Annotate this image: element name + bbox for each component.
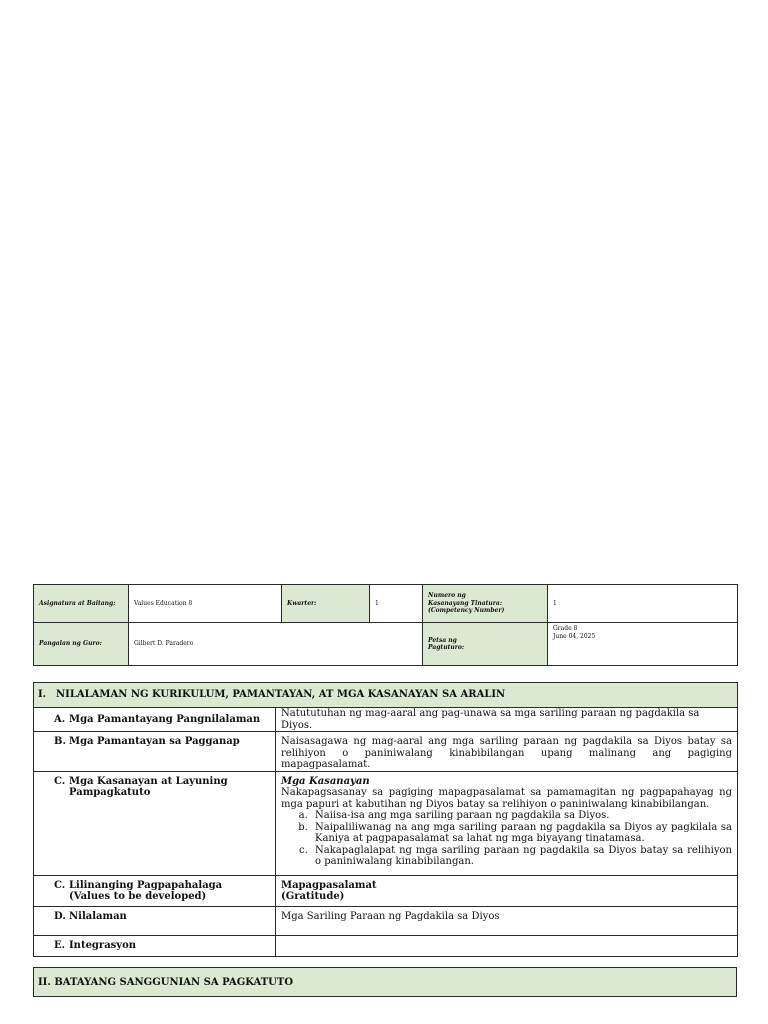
competency-value: 1 bbox=[548, 585, 738, 623]
row-letter: C. bbox=[54, 879, 66, 891]
row-label: Mga Pamantayang Pangnilalaman bbox=[69, 713, 261, 725]
section-one-title: NILALAMAN NG KURIKULUM, PAMANTAYAN, AT MGA KASANAYAN SA ARALIN bbox=[56, 689, 506, 701]
competencies-intro: Nakapagsasanay sa pagiging mapagpasalamat sa pamamagitan ng pagpapahayag ng mga papuri at kabutihan ng Diyos batay sa relihiyon o paniniwalang kinabibilangan. bbox=[281, 787, 732, 810]
quarter-value: 1 bbox=[370, 585, 423, 623]
row-content-standards-value: Natututuhan ng mag-aaral ang pag-unawa sa mga sariling paraan ng pagdakila sa Diyos. bbox=[276, 708, 738, 732]
learning-resources-table bbox=[33, 967, 737, 997]
row-letter: A. bbox=[54, 713, 66, 725]
objectives-list bbox=[281, 810, 732, 868]
objective-item: a. Naiisa-isa ang mga sariling paraan ng pagdakila sa Diyos. bbox=[311, 810, 732, 822]
row-letter: C. bbox=[54, 775, 66, 787]
competency-label-line-3: (Competency Number) bbox=[428, 607, 505, 615]
grade-value: Grade 8 bbox=[553, 625, 578, 632]
value-name: Mapagpasalamat bbox=[281, 879, 377, 891]
row-values-label bbox=[34, 875, 276, 906]
section-two-heading: II. BATAYANG SANGGUNIAN SA PAGKATUTO bbox=[34, 968, 737, 997]
row-letter: E. bbox=[54, 939, 66, 951]
objective-item: c. Nakapaglalapat ng mga sariling paraan ng pagdakila sa Diyos batay sa relihiyon o paniniwalang kinabibilangan. bbox=[311, 845, 732, 868]
row-competencies-value bbox=[276, 771, 738, 875]
row-values-value bbox=[276, 875, 738, 906]
row-label: Nilalaman bbox=[69, 910, 127, 922]
row-label-line-2: Pampagkatuto bbox=[69, 787, 151, 798]
lesson-info-table bbox=[33, 584, 738, 666]
objective-item: b. Naipaliliwanag na ang mga sariling paraan ng pagdakila sa Diyos ay pagkilala sa Kaniya at pagpapasalamat sa lahat ng mga biyayang tinatamasa. bbox=[311, 822, 732, 845]
teacher-label: Pangalan ng Guro: bbox=[34, 623, 129, 666]
date-value bbox=[548, 623, 738, 666]
section-one-heading bbox=[34, 683, 738, 708]
row-label: Mga Pamantayan sa Pagganap bbox=[69, 736, 240, 747]
row-label-line-2: (Values to be developed) bbox=[69, 891, 207, 902]
row-label-line-1: Mga Kasanayan at Layuning bbox=[69, 775, 228, 787]
teacher-value: Gilbert D. Paradero bbox=[129, 623, 423, 666]
row-label: Integrasyon bbox=[69, 939, 137, 951]
date-label-line-1: Petsa ng bbox=[428, 636, 457, 644]
quarter-label: Kwarter: bbox=[282, 585, 370, 623]
row-competencies-label bbox=[34, 771, 276, 875]
subject-value: Values Education 8 bbox=[129, 585, 282, 623]
row-content-standards-label bbox=[34, 708, 276, 732]
row-integration-label bbox=[34, 935, 276, 956]
row-label-line-1: Lilinanging Pagpapahalaga bbox=[69, 879, 223, 891]
competency-label-line-2: Kasanayang Tinatura: bbox=[428, 599, 503, 607]
competency-label bbox=[423, 585, 548, 623]
row-content-label bbox=[34, 906, 276, 935]
teaching-date-value: June 04, 2025 bbox=[553, 632, 596, 640]
curriculum-content-table bbox=[33, 682, 738, 957]
row-performance-standards-value: Naisasagawa ng mag-aaral ang mga sariling paraan ng pagdakila sa Diyos batay sa relihiyon o paniniwalang kinabibilangan upang malinang ang pagiging mapagpasalamat. bbox=[276, 732, 738, 772]
row-performance-standards-label bbox=[34, 732, 276, 772]
row-content-value: Mga Sariling Paraan ng Pagdakila sa Diyos bbox=[276, 906, 738, 935]
date-label bbox=[423, 623, 548, 666]
section-one-number: I. bbox=[38, 689, 47, 701]
competency-label-line-1: Numero ng bbox=[428, 592, 466, 600]
date-label-line-2: Pagtuturo: bbox=[428, 644, 465, 651]
subject-label: Asignatura at Baitang: bbox=[34, 585, 129, 623]
row-integration-value bbox=[276, 935, 738, 956]
competencies-heading: Mga Kasanayan bbox=[281, 775, 370, 787]
row-letter: D. bbox=[54, 910, 66, 922]
row-letter: B. bbox=[54, 736, 66, 747]
value-english: (Gratitude) bbox=[281, 891, 345, 902]
